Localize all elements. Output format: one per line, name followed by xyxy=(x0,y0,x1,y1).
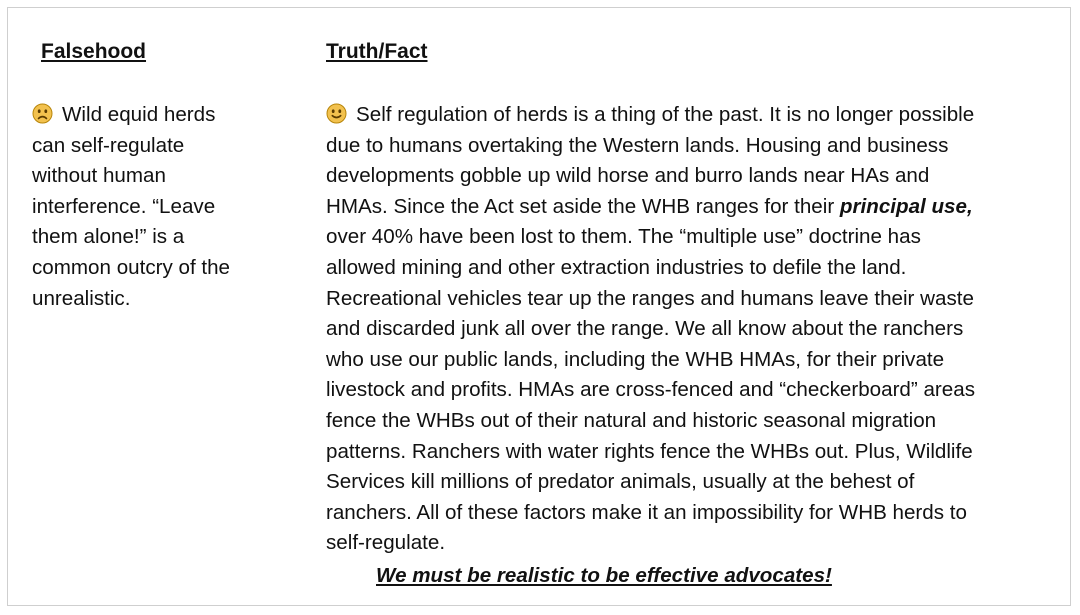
falsehood-line: them alone!” is a xyxy=(32,225,185,249)
truth-line: Services kill millions of predator animals, usually at the behest of xyxy=(326,470,915,494)
truth-line: ranchers. All of these factors make it an impossibility for WHB herds to xyxy=(326,500,967,524)
falsehood-line-text: Wild equid herds xyxy=(62,103,216,126)
truth-line: fence the WHBs out of their natural and historic seasonal migration xyxy=(326,408,937,432)
falsehood-line: common outcry of the xyxy=(32,255,231,279)
truth-line: livestock and profits. HMAs are cross-fenced and “checkerboard” areas xyxy=(326,378,975,402)
truth-line-text: HMAs. Since the Act set aside the WHB ranges for their xyxy=(326,194,840,218)
truth-line xyxy=(326,192,1042,223)
truth-heading: Truth/Fact xyxy=(326,40,428,63)
truth-line: self-regulate. xyxy=(326,531,446,555)
falsehood-line: interference. “Leave xyxy=(32,194,216,218)
truth-text xyxy=(326,100,1042,559)
falsehood-line: can self-regulate xyxy=(32,133,185,157)
principal-use-emphasis: principal use, xyxy=(839,194,973,218)
content-frame xyxy=(7,7,1071,606)
truth-line-text: Self regulation of herds is a thing of the past. It is no longer possible xyxy=(356,103,975,126)
falsehood-heading: Falsehood xyxy=(41,40,147,63)
falsehood-line: without human xyxy=(32,164,166,188)
truth-line: over 40% have been lost to them. The “multiple use” doctrine has xyxy=(326,225,921,249)
truth-line xyxy=(326,100,1042,131)
truth-line: who use our public lands, including the WHB HMAs, for their private xyxy=(326,347,945,371)
falsehood-text xyxy=(32,100,272,314)
truth-line: Recreational vehicles tear up the ranges and humans leave their waste xyxy=(326,286,974,310)
truth-line: allowed mining and other extraction industries to defile the land. xyxy=(326,255,907,279)
truth-line: due to humans overtaking the Western lands. Housing and business xyxy=(326,133,949,157)
truth-line: developments gobble up wild horse and burro lands near HAs and xyxy=(326,164,930,188)
truth-line: and discarded junk all over the range. We all know about the ranchers xyxy=(326,317,964,341)
truth-line: patterns. Ranchers with water rights fence the WHBs out. Plus, Wildlife xyxy=(326,439,973,463)
falsehood-line: unrealistic. xyxy=(32,286,131,310)
falsehood-line xyxy=(32,100,272,131)
smiling-face-icon xyxy=(326,103,347,124)
frowning-face-icon xyxy=(32,103,53,124)
closing-statement: We must be realistic to be effective advocates! xyxy=(376,564,832,587)
